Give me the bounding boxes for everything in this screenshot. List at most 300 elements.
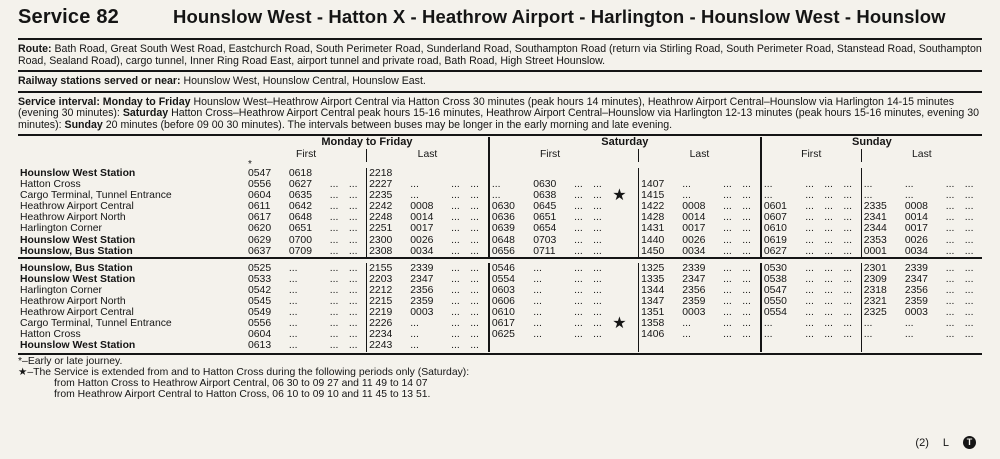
time-cell <box>963 168 982 179</box>
time-cell: ... <box>329 273 339 285</box>
time-cell: ... <box>593 284 602 296</box>
interval-mf-text: Hounslow West–Heathrow Airport Central via Hatton Cross 30 minutes (peak hours 14 minutes), Heathrow Airport Central–Hounslow via Harlington 14-15 minutes (evening 30 minutes): <box>18 95 955 119</box>
time-cell: ... <box>329 307 339 319</box>
time-cell: ... <box>824 212 833 224</box>
time-cell: ... <box>533 262 542 274</box>
time-cell: 0546 <box>489 263 531 274</box>
time-cell: 0542 <box>248 284 272 296</box>
time-cell: ... <box>574 262 583 274</box>
time-cell: 0619 <box>761 235 803 246</box>
time-cell: 2227 <box>367 179 409 190</box>
time-cell: ... <box>329 262 339 274</box>
time-cell: 0008 <box>904 201 928 213</box>
time-cell: 0533 <box>248 273 272 285</box>
time-cell: 0709 <box>288 245 312 257</box>
time-cell: 0034 <box>904 245 928 257</box>
time-cell: 0613 <box>248 340 272 352</box>
time-cell: 2219 <box>367 307 409 318</box>
time-cell: 0651 <box>533 212 557 224</box>
stop-name: Hounslow, Bus Station <box>20 245 133 257</box>
time-cell: ... <box>723 201 732 213</box>
time-cell <box>944 340 963 351</box>
time-cell: ... <box>470 296 479 308</box>
time-cell: ... <box>574 245 583 257</box>
time-cell <box>903 168 944 179</box>
table-row <box>18 285 982 296</box>
time-cell: ... <box>329 296 339 308</box>
stop-name: Hatton Cross <box>20 329 81 341</box>
time-cell: 0617 <box>489 318 531 329</box>
time-cell: ... <box>843 307 853 319</box>
time-cell: ... <box>348 307 358 319</box>
time-cell: 0014 <box>682 212 706 224</box>
time-cell <box>761 340 803 351</box>
stop-name: Harlington Corner <box>20 223 103 235</box>
day-header-row <box>18 137 982 149</box>
time-cell: 2215 <box>367 296 409 307</box>
time-cell: ... <box>945 234 955 246</box>
time-cell: 0014 <box>904 212 928 224</box>
extension-star-icon <box>610 223 638 234</box>
time-cell: ... <box>964 201 974 213</box>
time-cell <box>449 168 468 179</box>
time-cell: 2344 <box>861 223 903 234</box>
time-cell: ... <box>742 212 751 224</box>
time-cell: ... <box>593 273 602 285</box>
time-cell: 0620 <box>248 223 272 235</box>
time-cell: ... <box>945 223 955 235</box>
time-cell: ... <box>843 201 853 213</box>
time-cell: ... <box>470 262 479 274</box>
time-cell: 0648 <box>489 235 531 246</box>
time-cell: ... <box>593 329 602 341</box>
time-cell: ... <box>904 329 914 341</box>
time-cell: 2203 <box>367 274 409 285</box>
time-cell: 0651 <box>288 223 312 235</box>
time-cell: ... <box>574 223 583 235</box>
time-cell: ... <box>843 273 853 285</box>
time-cell: 2309 <box>861 274 903 285</box>
time-cell: 2234 <box>367 329 409 340</box>
time-cell <box>822 168 841 179</box>
time-cell: 1450 <box>639 246 681 258</box>
time-cell: 0034 <box>682 245 706 257</box>
time-cell: ... <box>964 296 974 308</box>
stop-name: Hatton Cross <box>20 179 81 191</box>
time-cell: 0547 <box>248 168 272 179</box>
time-cell: 0606 <box>489 296 531 307</box>
table-row <box>18 246 982 258</box>
time-cell: 0627 <box>761 246 803 258</box>
time-cell: ... <box>843 179 853 191</box>
time-cell: ... <box>824 262 833 274</box>
time-cell: 0554 <box>761 307 803 318</box>
time-cell: ... <box>574 234 583 246</box>
time-cell: ... <box>451 212 460 224</box>
time-cell: ... <box>824 284 833 296</box>
time-cell: 0601 <box>761 201 803 212</box>
extension-star-icon <box>610 263 638 274</box>
time-cell: 0014 <box>410 212 434 224</box>
time-cell: 2356 <box>410 284 434 296</box>
time-cell: ... <box>964 234 974 246</box>
time-cell: ... <box>533 307 542 319</box>
time-cell: ... <box>574 190 583 202</box>
time-cell: ... <box>329 234 339 246</box>
time-cell: 2356 <box>904 284 928 296</box>
time-cell: 1335 <box>639 274 681 285</box>
time-cell: 1406 <box>639 329 681 340</box>
transport-logo-icon: T <box>963 436 976 449</box>
time-cell: ... <box>593 190 602 202</box>
extension-star-icon: ★ <box>612 315 627 333</box>
time-cell: ... <box>451 223 460 235</box>
footnote-early: *–Early or late journey. <box>18 355 123 367</box>
time-cell <box>531 340 572 351</box>
su-last-label: Last <box>861 149 982 162</box>
time-cell: ... <box>348 262 358 274</box>
time-cell: ... <box>723 284 732 296</box>
time-cell: ... <box>489 190 531 201</box>
time-cell: 0530 <box>761 263 803 274</box>
time-cell: 2353 <box>861 235 903 246</box>
time-cell: ... <box>574 329 583 341</box>
time-cell: ... <box>348 223 358 235</box>
time-cell: 0003 <box>410 307 434 319</box>
time-cell: ... <box>593 296 602 308</box>
time-cell <box>639 168 681 179</box>
time-cell: ... <box>288 340 298 352</box>
time-cell: ... <box>824 179 833 191</box>
time-cell: ... <box>805 284 814 296</box>
time-cell: ... <box>723 329 732 341</box>
time-cell: ... <box>329 318 339 330</box>
time-cell: ... <box>451 234 460 246</box>
time-cell: 0008 <box>410 201 434 213</box>
time-cell: ... <box>593 262 602 274</box>
time-cell: ... <box>288 318 298 330</box>
page-number: (2) <box>915 436 929 449</box>
time-cell: 0556 <box>248 179 272 191</box>
time-cell: ... <box>348 201 358 213</box>
time-cell: 0545 <box>248 296 272 308</box>
time-cell: 2359 <box>904 296 928 308</box>
time-cell: 2339 <box>410 262 434 274</box>
time-cell: 2335 <box>861 201 903 212</box>
extension-star-icon <box>610 274 638 285</box>
time-cell: ... <box>410 190 419 202</box>
time-cell: ... <box>593 318 602 330</box>
time-cell: 0636 <box>489 212 531 223</box>
time-cell: ... <box>574 318 583 330</box>
time-cell: ... <box>805 212 814 224</box>
time-cell: ... <box>288 284 298 296</box>
time-cell: ... <box>805 318 814 330</box>
time-cell: 1344 <box>639 285 681 296</box>
time-cell: 0611 <box>248 201 271 213</box>
time-cell: ... <box>348 296 358 308</box>
time-cell: ... <box>723 307 732 319</box>
time-cell <box>639 340 681 351</box>
time-cell: ... <box>904 179 914 191</box>
time-cell: 0003 <box>904 307 928 319</box>
time-cell: 0550 <box>761 296 803 307</box>
time-cell: ... <box>593 245 602 257</box>
time-cell: 2308 <box>367 246 409 258</box>
time-cell: ... <box>593 307 602 319</box>
stop-name: Cargo Terminal, Tunnel Entrance <box>20 318 172 330</box>
time-cell: ... <box>805 262 814 274</box>
time-cell: ... <box>742 262 751 274</box>
time-cell: ... <box>824 318 833 330</box>
time-cell: 0026 <box>410 234 434 246</box>
time-cell: 0017 <box>904 223 928 235</box>
time-cell: 1347 <box>639 296 681 307</box>
time-cell: ... <box>682 179 691 191</box>
time-cell: ... <box>945 318 955 330</box>
time-cell: 2242 <box>367 201 409 212</box>
time-cell: ... <box>824 245 833 257</box>
time-cell: ... <box>329 212 339 224</box>
time-cell: 0638 <box>533 190 557 202</box>
time-cell: 0629 <box>248 234 272 246</box>
table-row <box>18 190 982 201</box>
route-description <box>18 40 982 72</box>
time-cell: ... <box>824 329 833 341</box>
time-cell <box>903 340 944 351</box>
time-cell: ... <box>964 284 974 296</box>
time-cell: ... <box>964 212 974 224</box>
time-cell: ... <box>574 212 583 224</box>
time-cell: ... <box>824 307 833 319</box>
time-cell: 1407 <box>639 179 681 190</box>
time-cell: ... <box>843 234 853 246</box>
time-cell: 2359 <box>682 296 706 308</box>
time-cell: ... <box>742 245 751 257</box>
time-cell: ... <box>964 307 974 319</box>
time-cell: ... <box>964 318 974 330</box>
time-cell: ... <box>824 223 833 235</box>
time-cell: 2300 <box>367 235 409 246</box>
time-cell: 0703 <box>533 234 557 246</box>
time-cell: ... <box>723 212 732 224</box>
service-interval <box>18 93 982 137</box>
sa-last-label: Last <box>639 149 761 162</box>
time-cell: ... <box>945 212 955 224</box>
extension-star-icon <box>610 296 638 307</box>
time-cell: ... <box>470 307 479 319</box>
time-cell <box>740 340 761 351</box>
time-cell: ... <box>348 245 358 257</box>
time-cell <box>822 340 841 351</box>
time-cell: ... <box>945 179 955 191</box>
time-cell: 2235 <box>367 190 409 201</box>
time-cell: ... <box>288 329 298 341</box>
time-cell: ... <box>470 273 479 285</box>
time-cell <box>489 340 531 351</box>
time-cell: 0525 <box>248 262 272 274</box>
time-cell: 0547 <box>761 285 803 296</box>
time-cell <box>347 168 367 179</box>
extension-star-icon: ★ <box>612 187 627 205</box>
time-cell: ... <box>574 201 583 213</box>
time-cell: ... <box>451 307 460 319</box>
time-cell: ... <box>805 245 814 257</box>
time-cell: 2347 <box>410 273 434 285</box>
time-cell: ... <box>470 201 479 213</box>
time-cell: 0711 <box>533 245 556 257</box>
time-cell: 0556 <box>248 318 272 330</box>
table-row <box>18 168 982 179</box>
time-cell: 2325 <box>861 307 903 318</box>
time-cell: 0549 <box>248 307 272 319</box>
time-cell: 0627 <box>288 179 312 191</box>
day-sunday: Sunday <box>761 137 982 149</box>
time-cell: ... <box>682 329 691 341</box>
time-cell: ... <box>593 212 602 224</box>
railway-text: Hounslow West, Hounslow Central, Hounslow East. <box>180 75 426 87</box>
time-cell: 0017 <box>410 223 434 235</box>
time-cell: ... <box>742 179 751 191</box>
stop-name: Hounslow West Station <box>20 234 136 246</box>
time-cell: ... <box>945 245 955 257</box>
time-cell: ... <box>742 190 751 202</box>
time-cell: ... <box>533 296 542 308</box>
time-cell: ... <box>945 307 955 319</box>
time-cell: ... <box>805 273 814 285</box>
time-cell: 0700 <box>288 234 312 246</box>
time-cell: 0630 <box>489 201 531 212</box>
time-cell: ... <box>861 329 903 340</box>
time-cell <box>861 340 903 351</box>
stop-name: Heathrow Airport Central <box>20 307 134 319</box>
time-cell: ... <box>723 296 732 308</box>
time-cell: 2226 <box>367 318 409 329</box>
time-cell: ... <box>348 234 358 246</box>
time-cell <box>944 168 963 179</box>
interval-sat-label: Saturday <box>119 107 169 119</box>
time-cell: 1428 <box>639 212 681 223</box>
time-cell: ... <box>723 179 732 191</box>
time-cell: 0625 <box>489 329 531 340</box>
time-cell: ... <box>824 296 833 308</box>
time-cell <box>680 168 721 179</box>
su-first-label: First <box>761 149 861 162</box>
time-cell: ... <box>451 296 460 308</box>
time-cell: ... <box>533 273 542 285</box>
extension-star-icon <box>610 246 638 258</box>
time-cell <box>489 168 531 179</box>
time-cell: ... <box>451 273 460 285</box>
time-cell: ... <box>761 329 803 340</box>
table-row <box>18 223 982 234</box>
time-cell: ... <box>761 190 803 201</box>
time-cell: ... <box>805 190 814 202</box>
time-cell <box>531 168 572 179</box>
time-cell: 0656 <box>489 246 531 258</box>
time-cell: 2251 <box>367 223 409 234</box>
interval-sun-text: 20 minutes (before 09 00 30 minutes). The intervals between buses may be longer in the early morning and late evening. <box>102 118 673 131</box>
time-cell: 0554 <box>489 274 531 285</box>
time-cell: ... <box>723 190 732 202</box>
stop-name: Heathrow Airport North <box>20 296 126 308</box>
time-cell: ... <box>742 307 751 319</box>
route-label: Route: <box>18 43 52 55</box>
time-cell: ... <box>945 273 955 285</box>
time-cell: ... <box>805 329 814 341</box>
time-cell: ... <box>742 201 751 213</box>
time-cell: 1415 <box>639 190 681 201</box>
time-cell: ... <box>742 329 751 341</box>
time-cell <box>841 168 861 179</box>
time-cell <box>861 168 903 179</box>
time-cell: ... <box>329 201 339 213</box>
time-cell: 2359 <box>410 296 434 308</box>
mf-first-label: First <box>295 149 317 160</box>
time-cell: 0603 <box>489 285 531 296</box>
extension-star-icon <box>610 168 638 179</box>
time-cell: 2243 <box>367 340 409 351</box>
time-cell: 0017 <box>682 223 706 235</box>
time-cell: 0610 <box>761 223 803 234</box>
extension-star-icon <box>610 235 638 246</box>
time-cell: ... <box>451 262 460 274</box>
time-cell: 0645 <box>533 201 557 213</box>
time-cell: ... <box>329 245 339 257</box>
time-cell: ... <box>843 284 853 296</box>
time-cell: 0538 <box>761 274 803 285</box>
time-cell: 0604 <box>248 329 272 341</box>
time-cell: 1351 <box>639 307 681 318</box>
time-cell: ... <box>593 223 602 235</box>
time-cell: ... <box>574 284 583 296</box>
stop-name: Hounslow, Bus Station <box>20 262 133 274</box>
time-cell: ... <box>574 296 583 308</box>
time-cell: ... <box>824 234 833 246</box>
time-cell: ... <box>843 318 853 330</box>
time-cell: 0026 <box>682 234 706 246</box>
stop-name: Hounslow West Station <box>20 340 136 352</box>
time-cell: ... <box>964 273 974 285</box>
time-cell: 0008 <box>682 201 706 213</box>
time-cell: ... <box>742 318 751 330</box>
table-row <box>18 212 982 223</box>
time-cell: ... <box>945 262 955 274</box>
interval-sat-text: Hatton Cross–Heathrow Airport Central peak hours 15-16 minutes, Heathrow Airport Central–Hounslow via Harlington 12-13 minutes (peak hours 15-16 minutes, evening 30 minutes): <box>18 107 980 131</box>
time-cell: 2347 <box>682 273 706 285</box>
time-cell: ... <box>945 329 955 341</box>
time-cell: 2347 <box>904 273 928 285</box>
time-cell: ... <box>451 190 460 202</box>
time-cell: ... <box>348 190 358 202</box>
railway-stations <box>18 72 982 93</box>
time-cell: ... <box>329 340 339 352</box>
time-cell: ... <box>348 273 358 285</box>
time-cell: ... <box>470 284 479 296</box>
time-cell: ... <box>329 329 339 341</box>
table-row <box>18 340 982 351</box>
time-cell: 0618 <box>288 168 312 179</box>
time-cell: 1422 <box>639 201 681 212</box>
timetable <box>18 137 982 352</box>
footnotes <box>18 353 982 401</box>
time-cell: 0034 <box>410 245 434 257</box>
time-cell: ... <box>410 340 419 352</box>
time-cell: 0642 <box>288 201 312 213</box>
time-cell: 2341 <box>861 212 903 223</box>
time-cell: ... <box>470 340 479 352</box>
time-cell: ... <box>348 340 358 352</box>
